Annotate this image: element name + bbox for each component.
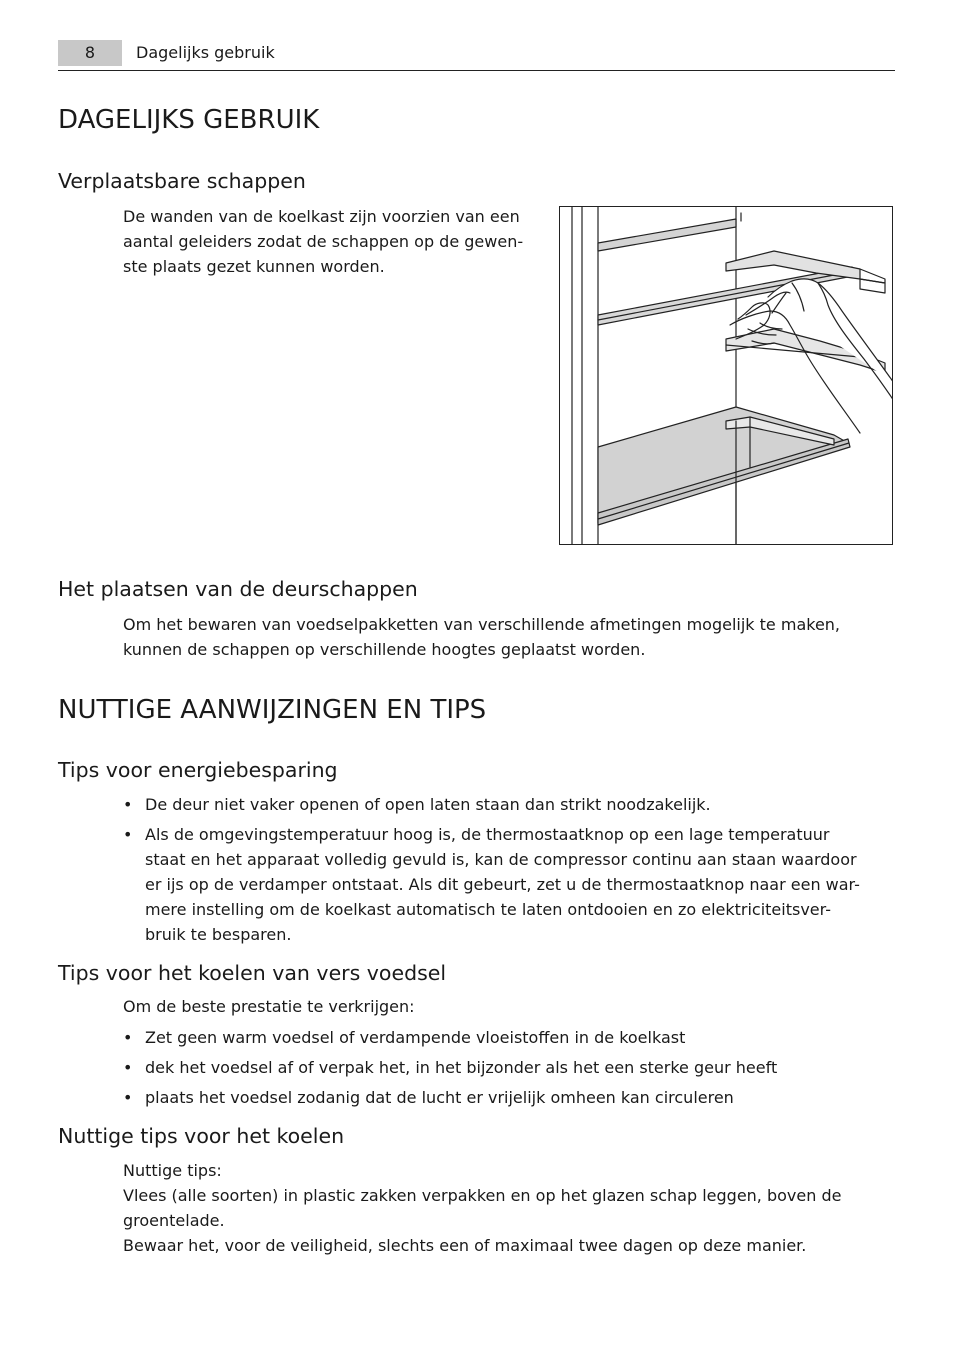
text-line: bruik te besparen. [145, 925, 292, 944]
bullet-marker: • [123, 1088, 133, 1107]
bullet-marker: • [123, 825, 133, 844]
energy-tips-list [123, 792, 893, 952]
list-item [123, 1085, 893, 1110]
text-line: Vlees (alle soorten) in plastic zakken verpakken en op het glazen schap leggen, boven de [123, 1186, 842, 1205]
fresh-food-list [123, 1025, 893, 1115]
heading-door-shelves: Het plaatsen van de deurschappen [58, 577, 418, 601]
paragraph-door-shelves [123, 612, 840, 662]
text-line: Zet geen warm voedsel of verdampende vloeistoffen in de koelkast [145, 1028, 686, 1047]
text-line: aantal geleiders zodat de schappen op de gewen- [123, 232, 524, 251]
text-line: De wanden van de koelkast zijn voorzien van een [123, 207, 520, 226]
section-title-tips: NUTTIGE AANWIJZINGEN EN TIPS [58, 695, 487, 725]
text-line: groentelade. [123, 1211, 225, 1230]
section-title-daily-use: DAGELIJKS GEBRUIK [58, 105, 320, 135]
heading-movable-shelves: Verplaatsbare schappen [58, 169, 306, 193]
text-line: staat en het apparaat volledig gevuld is, kan de compressor continu aan staan waardoor [145, 850, 857, 869]
text-line: plaats het voedsel zodanig dat de lucht er vrijelijk omheen kan circuleren [145, 1088, 734, 1107]
list-item [123, 1025, 893, 1050]
paragraph-movable-shelves [123, 204, 523, 279]
fresh-food-intro: Om de beste prestatie te verkrijgen: [123, 997, 415, 1016]
header-divider [58, 70, 895, 71]
page-number-badge: 8 [58, 40, 122, 66]
text-line: er ijs op de verdamper ontstaat. Als dit gebeurt, zet u de thermostaatknop naar een war- [145, 875, 860, 894]
text-line: De deur niet vaker openen of open laten staan dan strikt noodzakelijk. [145, 795, 711, 814]
bullet-marker: • [123, 1058, 133, 1077]
text-line: kunnen de schappen op verschillende hoogtes geplaatst worden. [123, 640, 646, 659]
running-header-title: Dagelijks gebruik [136, 43, 275, 62]
text-line: Om het bewaren van voedselpakketten van verschillende afmetingen mogelijk te maken, [123, 615, 841, 634]
text-line: Als de omgevingstemperatuur hoog is, de thermostaatknop op een lage temperatuur [145, 825, 830, 844]
heading-fresh-food: Tips voor het koelen van vers voedsel [58, 961, 447, 985]
hand-lifting-shelf-drawing [560, 207, 893, 545]
list-item [123, 822, 893, 947]
text-line: mere instelling om de koelkast automatisch te laten ontdooien en zo elektriciteitsver- [145, 900, 831, 919]
heading-energy-saving: Tips voor energiebesparing [58, 758, 338, 782]
text-line: dek het voedsel af of verpak het, in het bijzonder als het een sterke geur heeft [145, 1058, 778, 1077]
shelf-illustration [559, 206, 893, 545]
heading-cooling-tips: Nuttige tips voor het koelen [58, 1124, 345, 1148]
paragraph-cooling-tips [123, 1158, 841, 1258]
list-item [123, 1055, 893, 1080]
text-line: ste plaats gezet kunnen worden. [123, 257, 385, 276]
bullet-marker: • [123, 1028, 133, 1047]
bullet-marker: • [123, 795, 133, 814]
list-item [123, 792, 893, 817]
text-line: Nuttige tips: [123, 1161, 222, 1180]
text-line: Bewaar het, voor de veiligheid, slechts een of maximaal twee dagen op deze manier. [123, 1236, 807, 1255]
